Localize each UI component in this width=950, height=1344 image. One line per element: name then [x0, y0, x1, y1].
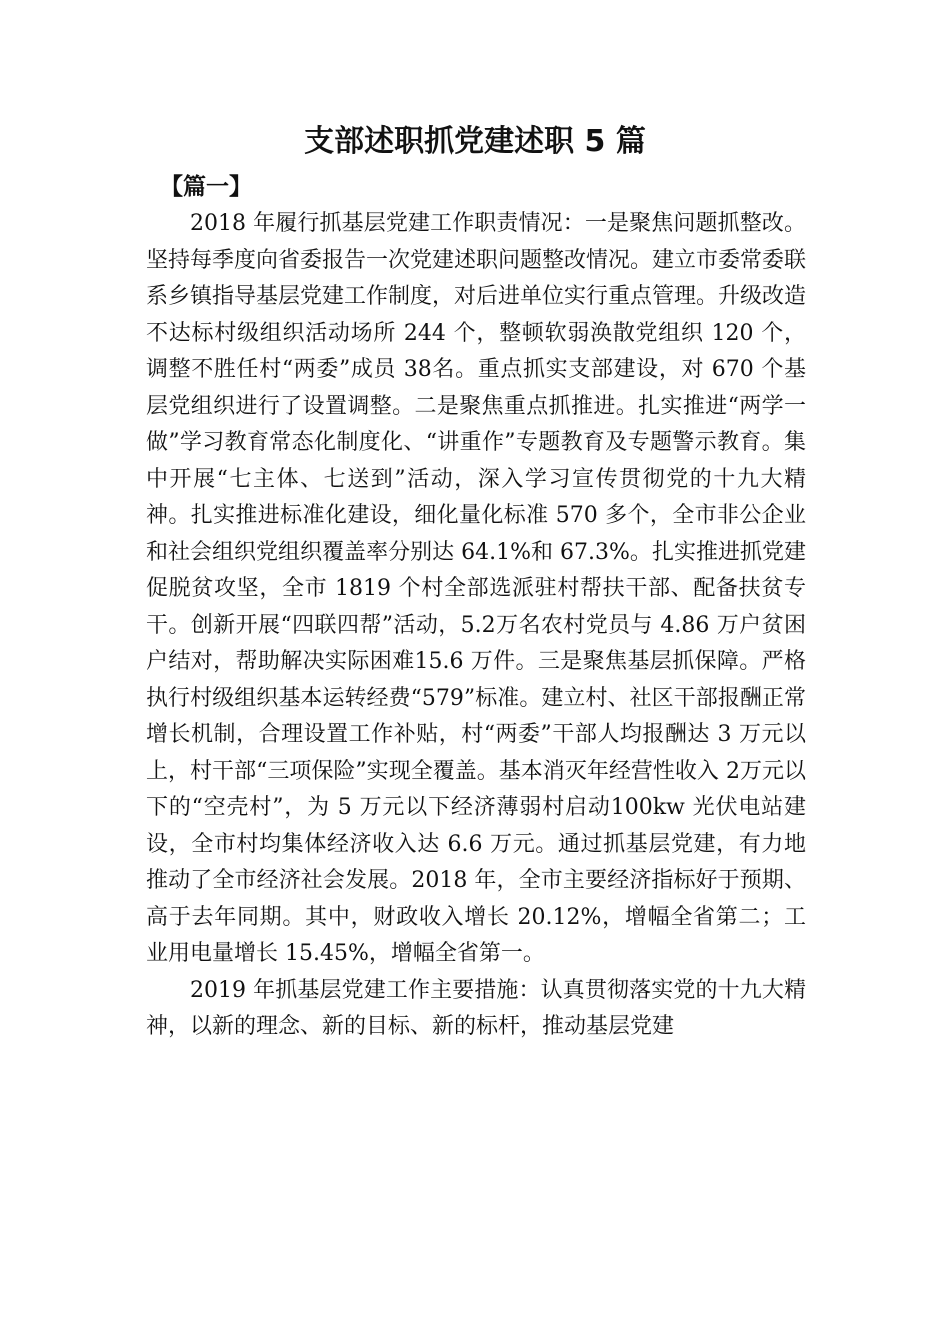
- document-body: [146, 206, 806, 1046]
- document-title: 支部述职抓党建述职 5 篇: [304, 124, 646, 159]
- paragraph: 2019 年抓基层党建工作主要措施：认真贯彻落实党的十九大精神，以新的理念、新的目标、新的标杆，推动基层党建: [146, 977, 806, 1039]
- section-heading: 【篇一】: [160, 174, 252, 200]
- paragraph: 2018 年履行抓基层党建工作职责情况：一是聚焦问题抓整改。坚持每季度向省委报告一次党建述职问题整改情况。建立市委常委联系乡镇指导基层党建工作制度，对后进单位实行重点管理。升级改造不达标村级组织活动场所 244 个，整顿软弱涣散党组织 120 个，调整不胜任村“两委”成员 38名。重点抓实支部建设，对 670 个基层党组织进行了设置调整。二是聚焦重点抓推进。扎实推进“两学一做”学习教育常态化制度化、“讲重作”专题教育及专题警示教育。集中开展“七主体、七送到”活动，深入学习宣传贯彻党的十九大精神。扎实推进标准化建设，细化量化标准 570 多个，全市非公企业和社会组织党组织覆盖率分别达 64.1%和 67.3%。扎实推进抓党建促脱贫攻坚，全市 1819 个村全部选派驻村帮扶干部、配备扶贫专干。创新开展“四联四帮”活动，5.2万名农村党员与 4.86 万户贫困户结对，帮助解决实际困难15.6 万件。三是聚焦基层抓保障。严格执行村级组织基本运转经费“579”标准。建立村、社区干部报酬正常增长机制，合理设置工作补贴，村“两委”干部人均报酬达 3 万元以上，村干部“三项保险”实现全覆盖。基本消灭年经营性收入 2万元以下的“空壳村”，为 5 万元以下经济薄弱村启动100kw 光伏电站建设，全市村均集体经济收入达 6.6 万元。通过抓基层党建，有力地推动了全市经济社会发展。2018 年，全市主要经济指标好于预期、高于去年同期。其中，财政收入增长 20.12%，增幅全省第二；工业用电量增长 15.45%，增幅全省第一。: [146, 211, 807, 966]
